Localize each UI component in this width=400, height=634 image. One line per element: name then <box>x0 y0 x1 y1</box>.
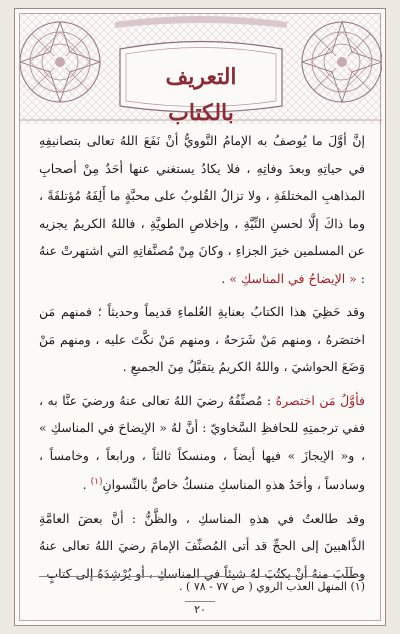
footnote-divider <box>39 576 365 577</box>
paragraph <box>39 505 365 588</box>
paragraph <box>39 387 365 499</box>
page-title: التعريف بالكتاب <box>165 64 237 126</box>
paragraph <box>39 127 365 292</box>
book-page <box>14 8 386 626</box>
footnote-ref: (١) <box>90 477 103 487</box>
text-run: وقد طالعتُ في هذهِ المناسكِ ، والظَّنُّ : أنَّ بعضَ العامَّةِ الذَّاهبينَ إلى الحجِّ قد أتى المُصنِّفَ الإمامَ رضيَ اللهُ تعالى عنهُ وطَلَبَ منهُ أنْ يكتُبَ لهُ شيئاً في المناسكِ ، أو يُرْشِدَهُ إلى كتابٍ <box>39 510 365 581</box>
paragraph <box>39 298 365 381</box>
text-run: . <box>82 477 91 493</box>
text-run: : مُصنِّفُهُ رضيَ اللهُ تعالى عنهُ ورضيَ عنَّا به ، ففي ترجمتِهِ للحافظِ السَّخاويّ : أنَّ لهُ « الإيضاحَ في المناسكِ » ، و« الإيجازَ » فيها أيضاً ، ومنسكاً ثالثاً ، ورابعاً ، وخامساً ، وسادساً ، وأحَدُ هذهِ المناسكِ منسكٌ خاصٌّ بالنِّسوانِ <box>39 392 365 493</box>
highlighted-text: فأوَّلُ مَن اختصرهُ <box>275 392 365 408</box>
footnote: (١) المنهل العذب الروي ( ص ٧٧ - ٧٨ ) . <box>179 580 365 593</box>
text-run: وقد حَظِيَ هذا الكتابُ بعنايةِ العُلماءِ قديماً وحديثاً ؛ فمنهم مَن اختصَرهُ ، ومنهم مَنْ شَرَحهُ ، ومنهم مَنْ نكَّتَ عليه ، ومنهم مَنْ وَضَعَ الحواشيَ ، واللهُ الكريمُ يتقبَّلُ مِنَ الجميعِ . <box>39 304 365 374</box>
text-run: إنَّ أوَّلَ ما يُوصفُ به الإمامُ النَّوويُّ أنْ نَفَعَ اللهُ تعالى بتصانيفِهِ في حياتِهِ وبعدَ وفاتِهِ ، فلا يكادُ يستغني عنها أحَدٌ مِنْ أصحابِ المذاهبِ المختلفَةِ ، ولا تزالُ القُلوبُ على محبَّةٍ ما أَلِفَهُ مُؤتلفَةً ، وما ذاكَ إلَّا لحسنِ النِّيَّةِ ، وإخلاصِ الطويَّةِ ، فاللهُ الكريمُ يجزيه عن المسلمين خيرَ الجزاءِ ، وكانَ مِنْ مُصنَّفاتِهِ التي اشتهرتْ عنهُ : <box>39 133 365 286</box>
body-text <box>39 127 365 587</box>
page-number: ٢٠ <box>185 601 215 618</box>
text-run: . <box>221 270 230 286</box>
highlighted-text: « الإيضاحُ في المناسكِ » <box>229 270 357 286</box>
